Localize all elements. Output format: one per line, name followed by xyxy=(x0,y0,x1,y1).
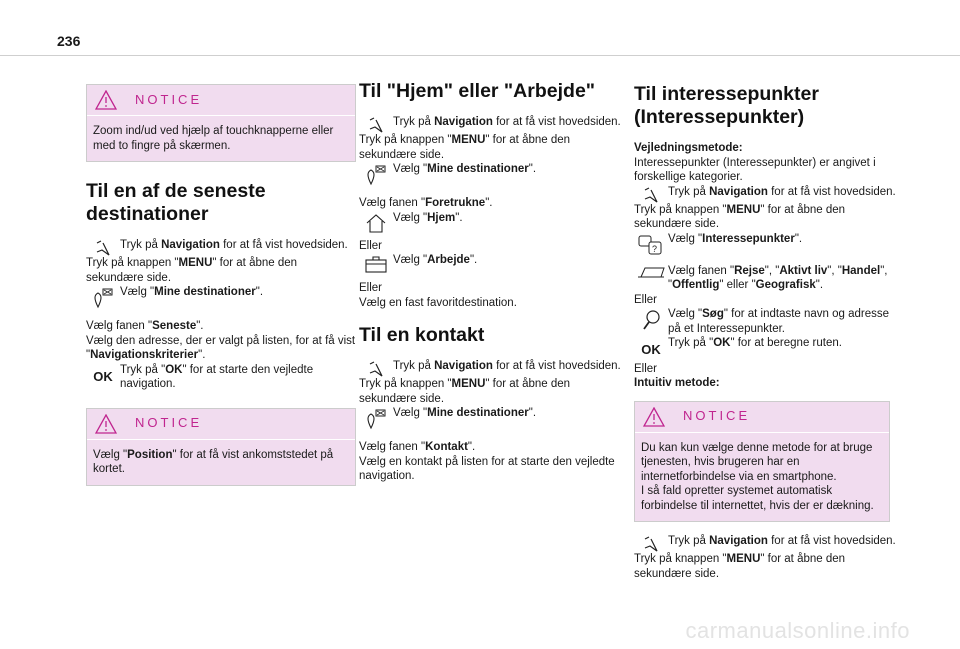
step-text: Tryk på Navigation for at få vist hovedsiden. xyxy=(120,239,348,251)
navigation-icon xyxy=(643,187,659,203)
notice-box xyxy=(86,84,356,162)
method-label: Intuitiv metode: xyxy=(634,377,720,389)
navigation-icon xyxy=(368,117,384,133)
notice-title: NOTICE xyxy=(683,408,751,424)
or-text: Eller xyxy=(634,293,658,306)
notice-text: Zoom ind/ud ved hjælp af touchknapperne eller med to fingre på skærmen. xyxy=(87,116,355,161)
warning-icon xyxy=(95,90,117,110)
briefcase-icon xyxy=(365,255,387,273)
top-divider xyxy=(0,55,960,56)
step-text: Tryk på knappen "MENU" for at åbne den sekundære side. xyxy=(634,553,846,580)
destinations-icon xyxy=(365,164,387,186)
step-text: Vælg fanen "Kontakt". xyxy=(359,441,476,453)
destinations-icon xyxy=(365,408,387,430)
step-text: Vælg "Interessepunkter". xyxy=(668,232,803,245)
navigation-icon xyxy=(643,536,659,552)
step-text: Vælg fanen "Rejse", "Aktivt liv", "Handel", "Offentlig" eller "Geografisk". xyxy=(668,264,888,291)
step-text: Vælg "Mine destinationer". xyxy=(393,163,537,175)
notice-text: Du kan kun vælge denne metode for at bruge tjenesten, hvis brugeren har en internetforbindelse via en smartphone. I så fald opretter systemet automatisk forbindelse til internettet, hvis der er dækning. xyxy=(635,433,889,522)
ok-icon: OK xyxy=(641,342,661,357)
column-2 xyxy=(359,80,629,484)
step-text: Vælg "Mine destinationer". xyxy=(393,407,537,419)
poi-icon xyxy=(638,234,664,256)
step-text: Vælg en kontakt på listen for at starte den vejledte navigation. xyxy=(359,455,615,482)
notice-title: NOTICE xyxy=(135,91,203,107)
intro-text: Interessepunkter (Interessepunkter) er angivet i forskellige kategorier. xyxy=(634,156,876,183)
svg-text:?: ? xyxy=(652,243,658,254)
notice-box xyxy=(634,401,890,523)
step-text: Tryk på "OK" for at starte den vejledte navigation. xyxy=(120,363,314,390)
warning-icon xyxy=(643,407,665,427)
step-text: Vælg den adresse, der er valgt på listen, for at få vist "Navigationskriterier". xyxy=(86,334,356,361)
step-text: Vælg en fast favoritdestination. xyxy=(359,296,517,309)
notice-title: NOTICE xyxy=(135,415,203,431)
section-heading: Til en af de seneste destinationer xyxy=(86,180,266,225)
watermark: carmanualsonline.info xyxy=(685,618,910,643)
tabs-icon xyxy=(637,266,665,278)
warning-icon xyxy=(95,414,117,434)
or-text: Eller xyxy=(634,362,658,375)
step-text: Vælg fanen "Seneste". xyxy=(86,320,204,332)
step-text: Tryk på Navigation for at få vist hovedsiden. xyxy=(668,185,896,198)
or-text: Eller xyxy=(359,239,383,252)
column-1 xyxy=(86,84,356,504)
step-text: Vælg fanen "Foretrukne". xyxy=(359,197,493,209)
section-heading: Til en kontakt xyxy=(359,324,485,346)
section-heading: Til interessepunkter (Interessepunkter) xyxy=(634,83,819,128)
search-icon xyxy=(641,309,661,331)
step-text: Tryk på knappen "MENU" for at åbne den sekundære side. xyxy=(359,134,571,161)
section-heading: Til "Hjem" eller "Arbejde" xyxy=(359,80,596,102)
step-text: Tryk på Navigation for at få vist hovedsiden. xyxy=(668,535,896,547)
navigation-icon xyxy=(95,240,111,256)
method-label: Vejledningsmetode: xyxy=(634,142,743,154)
step-text: Tryk på knappen "MENU" for at åbne den sekundære side. xyxy=(359,378,571,405)
ok-icon: OK xyxy=(93,368,113,384)
destinations-icon xyxy=(92,287,114,309)
notice-text: Vælg "Position" for at få vist ankomststedet på kortet. xyxy=(87,440,355,485)
step-text: Vælg "Arbejde". xyxy=(393,254,478,266)
step-text: Tryk på Navigation for at få vist hovedsiden. xyxy=(393,116,621,128)
step-text: Vælg "Søg" for at indtaste navn og adresse på et Interessepunkter. xyxy=(668,308,890,335)
step-text: Tryk på Navigation for at få vist hovedsiden. xyxy=(393,360,621,372)
step-text: Tryk på knappen "MENU" for at åbne den sekundære side. xyxy=(634,203,846,230)
page-number: 236 xyxy=(57,33,81,49)
navigation-icon xyxy=(368,361,384,377)
step-text: Vælg "Mine destinationer". xyxy=(120,286,264,298)
or-text: Eller xyxy=(359,282,383,294)
column-3 xyxy=(634,83,904,581)
step-text: Tryk på "OK" for at beregne ruten. xyxy=(668,337,842,349)
home-icon xyxy=(365,213,387,233)
notice-box xyxy=(86,408,356,486)
step-text: Tryk på knappen "MENU" for at åbne den sekundære side. xyxy=(86,257,298,284)
step-text: Vælg "Hjem". xyxy=(393,211,463,224)
